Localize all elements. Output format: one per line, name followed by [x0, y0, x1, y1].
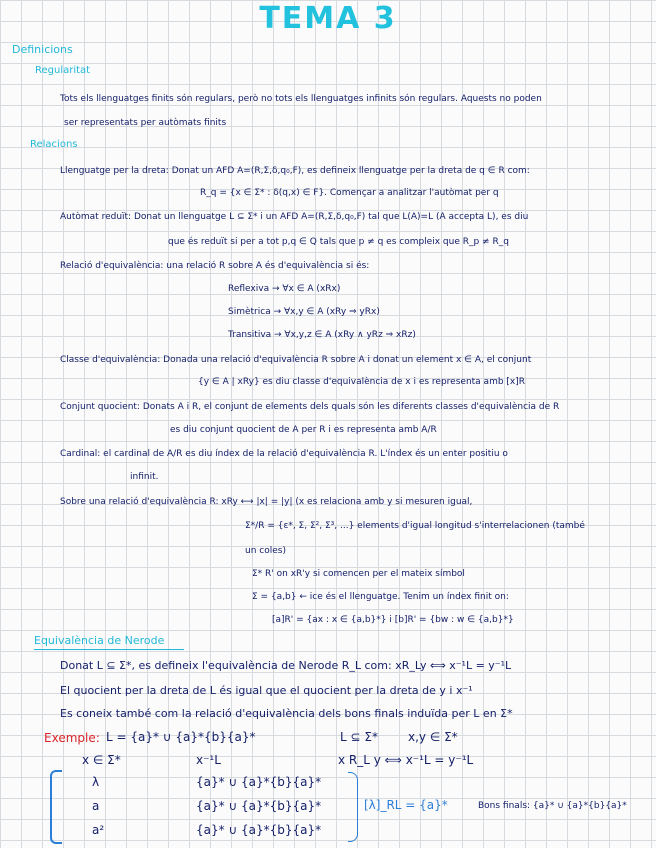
nerode-relation: x R_L y ⟺ x⁻¹L = y⁻¹L	[338, 753, 474, 767]
text-line: Relació d'equivalència: una relació R sobre A és d'equivalència si és:	[60, 261, 370, 271]
right-brace	[348, 772, 358, 842]
text-line: Classe d'equivalència: Donada una relació d'equivalència R sobre A i donat un element x ∈ A, el conjunt	[60, 355, 532, 365]
text-line: Reflexiva → ∀x ∈ A (xRx)	[228, 284, 341, 294]
text-line: Σ* R' on xR'y si comencen per el mateix símbol	[252, 569, 465, 579]
text-line: un coles)	[245, 546, 286, 556]
definitions-heading: Definicions	[12, 43, 73, 56]
good-finals: Bons finals: {a}* ∪ {a}*{b}{a}*	[478, 801, 627, 811]
nerode-line: Donat L ⊆ Σ*, es defineix l'equivalència de Nerode R_L com: xR_Ly ⟺ x⁻¹L = y⁻¹L	[60, 659, 512, 672]
regularitat-heading: Regularitat	[35, 65, 91, 76]
text-line: Llenguatge per la dreta: Donat un AFD A=(R,Σ,δ,q₀,F), es defineix llenguatge per la dreta de q ∈ R com:	[60, 166, 530, 176]
text-line: [a]R' = {ax : x ∈ {a,b}*} i [b]R' = {bw : w ∈ {a,b}*}	[272, 615, 514, 625]
text-line: Sobre una relació d'equivalència R: xRy ⟷ |x| = |y| (x es relaciona amb y si mesuren igual,	[60, 497, 473, 507]
text-line: {y ∈ A | xRy} es diu classe d'equivalència de x i es representa amb [x]R	[198, 377, 526, 387]
text-line: R_q = {x ∈ Σ* : δ(q,x) ∈ F}. Començar a analitzar l'autòmat per q	[200, 188, 499, 198]
column-header-x: x ∈ Σ*	[82, 753, 121, 767]
relacions-heading: Relacions	[30, 139, 78, 150]
page-title: TEMA 3	[259, 1, 397, 36]
nerode-line: El quocient per la dreta de L és igual que el quocient per la dreta de y i x⁻¹	[60, 684, 473, 697]
example-condition: L ⊆ Σ*	[340, 730, 378, 744]
row-x: λ	[92, 775, 100, 789]
text-line: infinit.	[130, 472, 159, 482]
row-x: a	[92, 799, 100, 813]
left-bracket	[50, 770, 62, 844]
text-line: Σ = {a,b} ← ice és el llenguatge. Tenim un índex finit on:	[252, 592, 509, 602]
regularitat-text-line: ser representats per autòmats finits	[64, 118, 227, 128]
text-line: Cardinal: el cardinal de A/R es diu índex de la relació d'equivalència R. L'índex és un enter positiu o	[60, 449, 508, 459]
nerode-heading-underline	[34, 649, 184, 650]
row-quotient: {a}* ∪ {a}*{b}{a}*	[196, 775, 322, 789]
text-line: Autòmat reduït: Donat un llenguatge L ⊆ Σ* i un AFD A=(R,Σ,δ,q₀,F) tal que L(A)=L (A accepta L), es diu	[60, 212, 529, 222]
text-line: Transitiva → ∀x,y,z ∈ A (xRy ∧ yRz ⇒ xRz)	[228, 330, 416, 340]
row-x: a²	[92, 823, 105, 837]
row-quotient: {a}* ∪ {a}*{b}{a}*	[196, 799, 322, 813]
text-line: Simètrica → ∀x,y ∈ A (xRy ⇒ yRx)	[228, 307, 380, 317]
equivalence-class: [λ]_RL = {a}*	[364, 798, 448, 812]
example-label: Exemple:	[44, 731, 100, 745]
text-line: que és reduït si per a tot p,q ∈ Q tals que p ≠ q es compleix que R_p ≠ R_q	[168, 237, 509, 247]
text-line: Conjunt quocient: Donats A i R, el conjunt de elements dels quals són les diferents classes d'equivalència de R	[60, 402, 560, 412]
text-line: Σ*/R = {ε*, Σ, Σ², Σ³, ...} elements d'igual longitud s'interrelacionen (també	[245, 521, 585, 531]
row-quotient: {a}* ∪ {a}*{b}{a}*	[196, 823, 322, 837]
example-condition: x,y ∈ Σ*	[408, 730, 458, 744]
example-language: L = {a}* ∪ {a}*{b}{a}*	[106, 730, 256, 744]
column-header-quotient: x⁻¹L	[196, 753, 221, 767]
text-line: es diu conjunt quocient de A per R i es representa amb A/R	[170, 425, 437, 435]
regularitat-text-line: Tots els llenguatges finits són regulars, però no tots els llenguatges infinits són regulars. Aquests no poden	[60, 94, 542, 104]
nerode-heading: Equivalència de Nerode	[34, 634, 165, 647]
nerode-line: Es coneix també com la relació d'equivalència dels bons finals induïda per L en Σ*	[60, 707, 513, 720]
